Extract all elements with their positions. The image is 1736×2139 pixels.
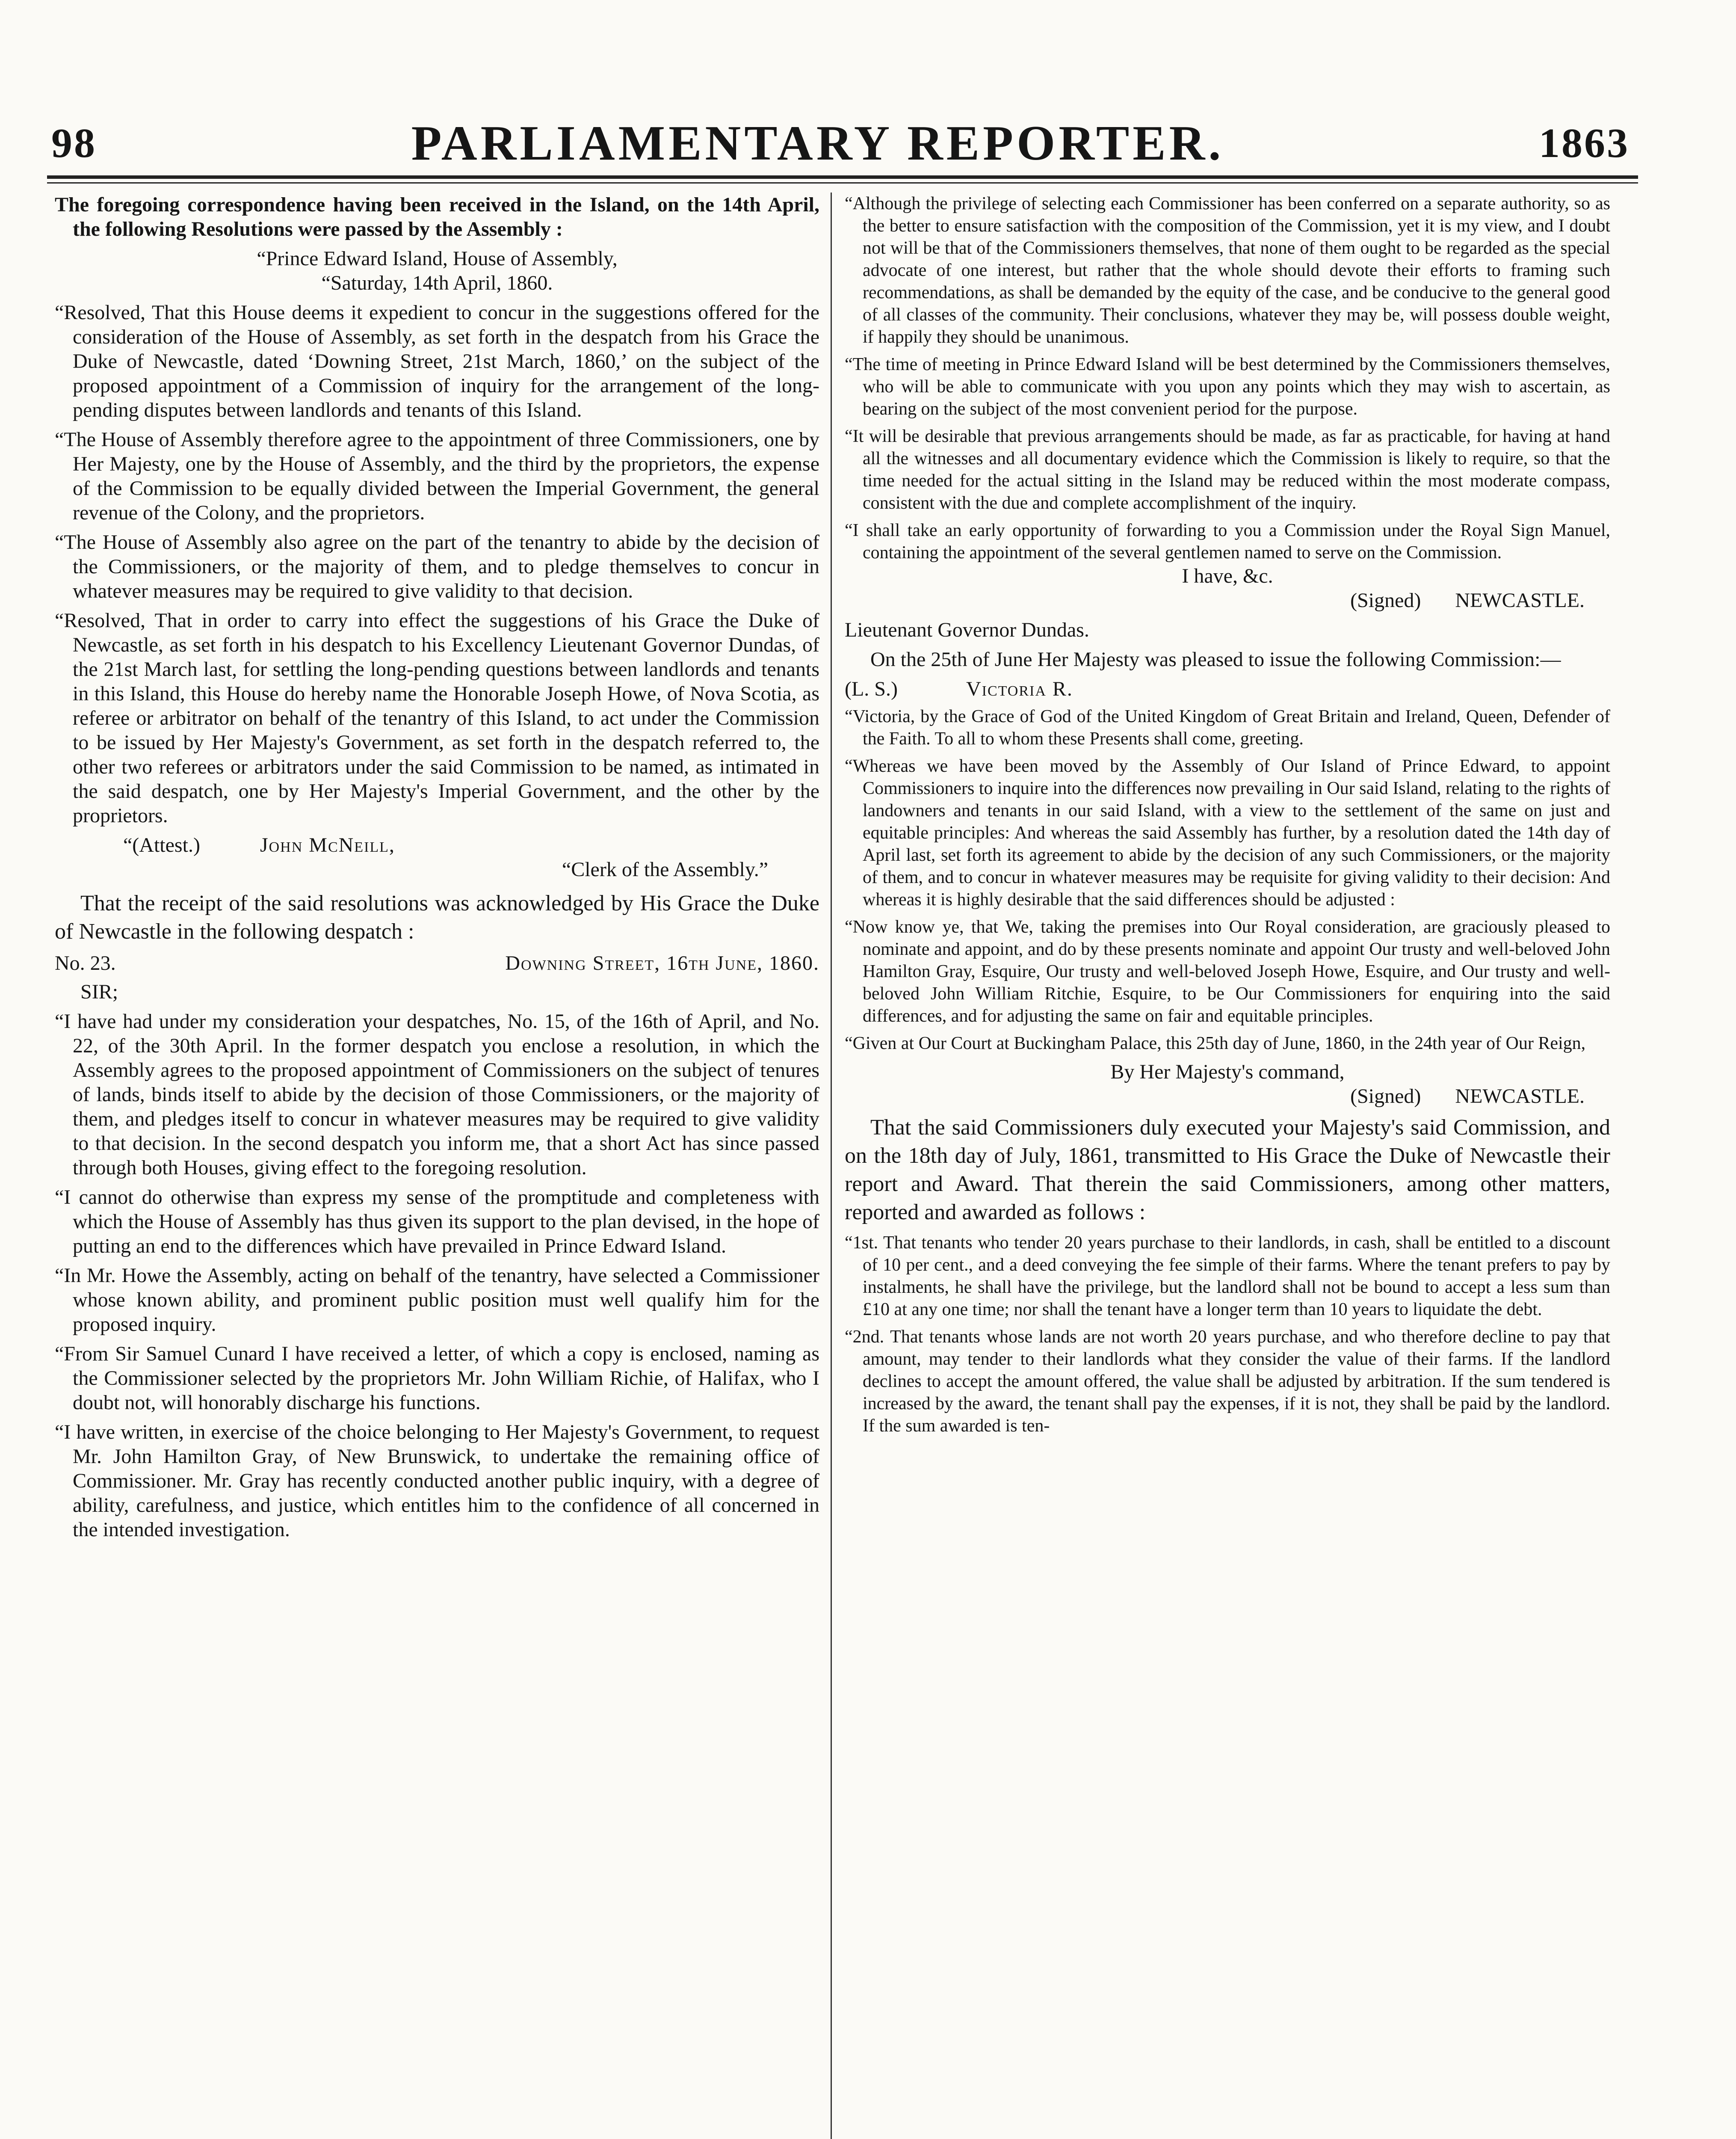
- despatch-paragraph: “Although the privilege of selecting each Commissioner has been conferred on a separate authority, so as the better to ensure satisfaction with the composition of the Commission, yet it is my view, and I doubt not will be that of the Commissioners themselves, that none of them ought to be regarded as the special advocate of one interest, but rather that the whole should devote their efforts to framing such recommendations, as shall be demanded by the equity of the case, and be conducive to the general good of all classes of the community. Their conclusions, whatever they may be, will possess double weight, if happily they should be unanimous.: [845, 194, 1610, 347]
- commission-paragraph: “Given at Our Court at Buckingham Palace, this 25th day of June, 1860, in the 24th year of Our Reign,: [845, 1034, 1586, 1053]
- publication-year: 1863: [1539, 120, 1630, 166]
- seal-mark: (L. S.): [845, 678, 898, 700]
- royal-seal-line: [845, 677, 1610, 701]
- command-line: By Her Majesty's command,: [1110, 1061, 1345, 1083]
- page-header: [51, 107, 1630, 180]
- despatch-paragraph: “I shall take an early opportunity of forwarding to you a Commission under the Royal Sign Manuel, containing the appointment of the several gentlemen named to serve on the Commission.: [845, 521, 1610, 563]
- despatch-paragraph: “I have had under my consideration your despatches, No. 15, of the 16th of April, and No. 22, of the 30th April. In the former despatch you enclose a resolution, in which the Assembly agrees to the proposed appointment of Commissioners on the subject of tenures of lands, binds itself to abide by the decision of those Commissioners, or the majority of them, and pledges itself to concur in whatever measures may be required to give validity to that decision. In the second despatch you inform me, that a short Act has since passed through both Houses, giving effect to the foregoing resolution.: [55, 1010, 819, 1179]
- attest-name: John McNeill,: [260, 834, 395, 856]
- column-divider: [831, 193, 832, 2139]
- header-rule-thin: [47, 182, 1638, 184]
- despatch-paragraph: “It will be desirable that previous arrangements should be made, as far as practicable, for having at hand all the witnesses and all documentary evidence which the Commission is likely to require, so that the time needed for the actual sitting in the Island may be reduced within the most moderate compass, consistent with the due and complete accomplishment of the inquiry.: [845, 427, 1610, 513]
- signature-block: [845, 588, 1585, 613]
- publication-title: PARLIAMENTARY REPORTER.: [411, 116, 1224, 171]
- addressee: Lieutenant Governor Dundas.: [845, 619, 1089, 641]
- signatory-name: NEWCASTLE.: [1455, 589, 1585, 612]
- report-paragraph: That the said Commissioners duly executed your Majesty's said Commission, and on the 18th day of July, 1861, transmitted to His Grace the Duke of Newcastle their report and Award. That therein the said Commissioners, among other matters, reported and awarded as follows :: [845, 1115, 1610, 1224]
- resolution-paragraph: “Resolved, That this House deems it expedient to concur in the suggestions offered for the consideration of the House of Assembly, as set forth in the despatch from his Grace the Duke of Newcastle, dated ‘Downing Street, 21st March, 1860,’ on the subject of the proposed appointment of a Commission of inquiry for the arrangement of the long-pending disputes between landlords and tenants of this Island.: [55, 301, 819, 421]
- right-column: [845, 193, 1610, 2139]
- receipt-paragraph: That the receipt of the said resolutions was acknowledged by His Grace the Duke of Newcastle in the following despatch :: [55, 891, 819, 944]
- resolution-paragraph: “The House of Assembly also agree on the part of the tenantry to abide by the decision of the Commissioners, or the majority of them, and to pledge themselves to concur in whatever measures may be required to give validity to that decision.: [55, 531, 819, 602]
- attestation: [55, 833, 819, 857]
- header-rule: [47, 175, 1638, 179]
- award-paragraph: “2nd. That tenants whose lands are not worth 20 years purchase, and who therefore decline to pay that amount, may tender to their landlords what they consider the value of their farms. If the landlord declines to accept the amount offered, the value shall be adjusted by arbitration. If the sum tendered is increased by the award, the tenant shall pay the expenses, if it is not, they shall be paid by the landlord. If the sum awarded is ten-: [845, 1327, 1610, 1436]
- despatch-paragraph: “The time of meeting in Prince Edward Island will be best determined by the Commissioners themselves, who will be able to communicate with you upon any points which they may wish to ascertain, as bearing on the subject of the most convenient period for the purpose.: [845, 355, 1610, 419]
- dateline-place: “Prince Edward Island, House of Assembly,: [257, 247, 618, 270]
- signatory-name: NEWCASTLE.: [1455, 1085, 1585, 1108]
- resolution-paragraph: “Resolved, That in order to carry into effect the suggestions of his Grace the Duke of Newcastle, as set forth in his despatch to his Excellency Lieutenant Governor Dundas, of the 21st March last, for settling the long-pending questions between landlords and tenants in this Island, this House do hereby name the Honorable Joseph Howe, of Nova Scotia, as referee or arbitrator on behalf of the tenantry of this Island, to act under the Commission to be issued by Her Majesty's Government, as set forth in the despatch referred to, the other two referees or arbitrators under the said Commission to be named, as intimated in the said despatch, one by Her Majesty's Imperial Government, and the other by the proprietors.: [55, 609, 819, 827]
- despatch-date: Downing Street, 16th June, 1860.: [505, 952, 819, 975]
- resolution-paragraph: “The House of Assembly therefore agree to the appointment of three Commissioners, one by Her Majesty, one by the House of Assembly, and the third by the proprietors, the expense of the Commission to be equally divided between the Imperial Government, the general revenue of the Colony, and the proprietors.: [55, 428, 819, 524]
- commission-paragraph: “Victoria, by the Grace of God of the United Kingdom of Great Britain and Ireland, Queen, Defender of the Faith. To all to whom these Presents shall come, greeting.: [845, 707, 1610, 749]
- attest-label: “(Attest.): [123, 834, 200, 856]
- salutation: SIR;: [80, 981, 118, 1003]
- intro-paragraph: The foregoing correspondence having been received in the Island, on the 14th April, the following Resolutions were passed by the Assembly :: [55, 193, 819, 240]
- signed-label: (Signed): [1350, 1085, 1421, 1108]
- signed-label: (Signed): [1350, 589, 1421, 612]
- despatch-number: No. 23.: [55, 952, 116, 975]
- commission-intro: On the 25th of June Her Majesty was pleased to issue the following Commission:—: [870, 648, 1561, 671]
- despatch-heading: [55, 951, 819, 975]
- signature-block: [845, 1084, 1585, 1108]
- despatch-paragraph: “I have written, in exercise of the choice belonging to Her Majesty's Government, to request Mr. John Hamilton Gray, of New Brunswick, to undertake the remaining office of Commissioner. Mr. Gray has recently conducted another public inquiry, with a degree of ability, carefulness, and justice, which entitles him to the confidence of all concerned in the intended investigation.: [55, 1421, 819, 1541]
- commission-paragraph: “Now know ye, that We, taking the premises into Our Royal consideration, are graciously pleased to nominate and appoint, and do by these presents nominate and appoint Our trusty and well-beloved John Hamilton Gray, Esquire, Our trusty and well-beloved Joseph Howe, Esquire, and Our trusty and well-beloved John William Ritchie, Esquire, to be Our Commissioners for enquiring into the said differences, and for adjusting the same on fair and equitable principles.: [845, 917, 1610, 1026]
- commission-paragraph: “Whereas we have been moved by the Assembly of Our Island of Prince Edward, to appoint Commissioners to inquire into the differences now prevailing in Our said Island, relating to the rights of landowners and tenants in our said Island, with a view to the settlement of the same on just and equitable principles: And whereas the said Assembly has further, by a resolution dated the 14th day of April last, set forth its agreement to abide by the decision of any such Commissioners, or the majority of them, and to concur in whatever measures may be requisite for giving validity to their decision: And whereas it is highly desirable that the said differences should be adjusted :: [845, 756, 1610, 910]
- closing-phrase: I have, &c.: [1182, 565, 1273, 587]
- despatch-paragraph: “From Sir Samuel Cunard I have received a letter, of which a copy is enclosed, naming as the Commissioner selected by the proprietors Mr. John William Richie, of Halifax, who I doubt not, will honorably discharge his functions.: [55, 1342, 819, 1414]
- left-column: [55, 193, 819, 2139]
- despatch-paragraph: “I cannot do otherwise than express my sense of the promptitude and completeness with which the House of Assembly has thus given its support to the plan devised, in the hope of putting an end to the differences which have prevailed in Prince Edward Island.: [55, 1186, 819, 1257]
- royal-signature: Victoria R.: [966, 678, 1073, 700]
- page-number: 98: [51, 120, 97, 166]
- despatch-paragraph: “In Mr. Howe the Assembly, acting on behalf of the tenantry, have selected a Commissioner whose known ability, and prominent public position must well qualify him for the proposed inquiry.: [55, 1264, 819, 1336]
- attest-title: “Clerk of the Assembly.”: [562, 858, 768, 881]
- dateline-date: “Saturday, 14th April, 1860.: [321, 272, 553, 294]
- award-paragraph: “1st. That tenants who tender 20 years purchase to their landlords, in cash, shall be entitled to a discount of 10 per cent., and a deed conveying the fee simple of their farms. Where the tenant prefers to pay by instalments, he shall have the privilege, but the landlord shall not be bound to accept a less sum than £10 at any one time; nor shall the tenant have a longer term than 10 years to liquidate the debt.: [845, 1233, 1610, 1319]
